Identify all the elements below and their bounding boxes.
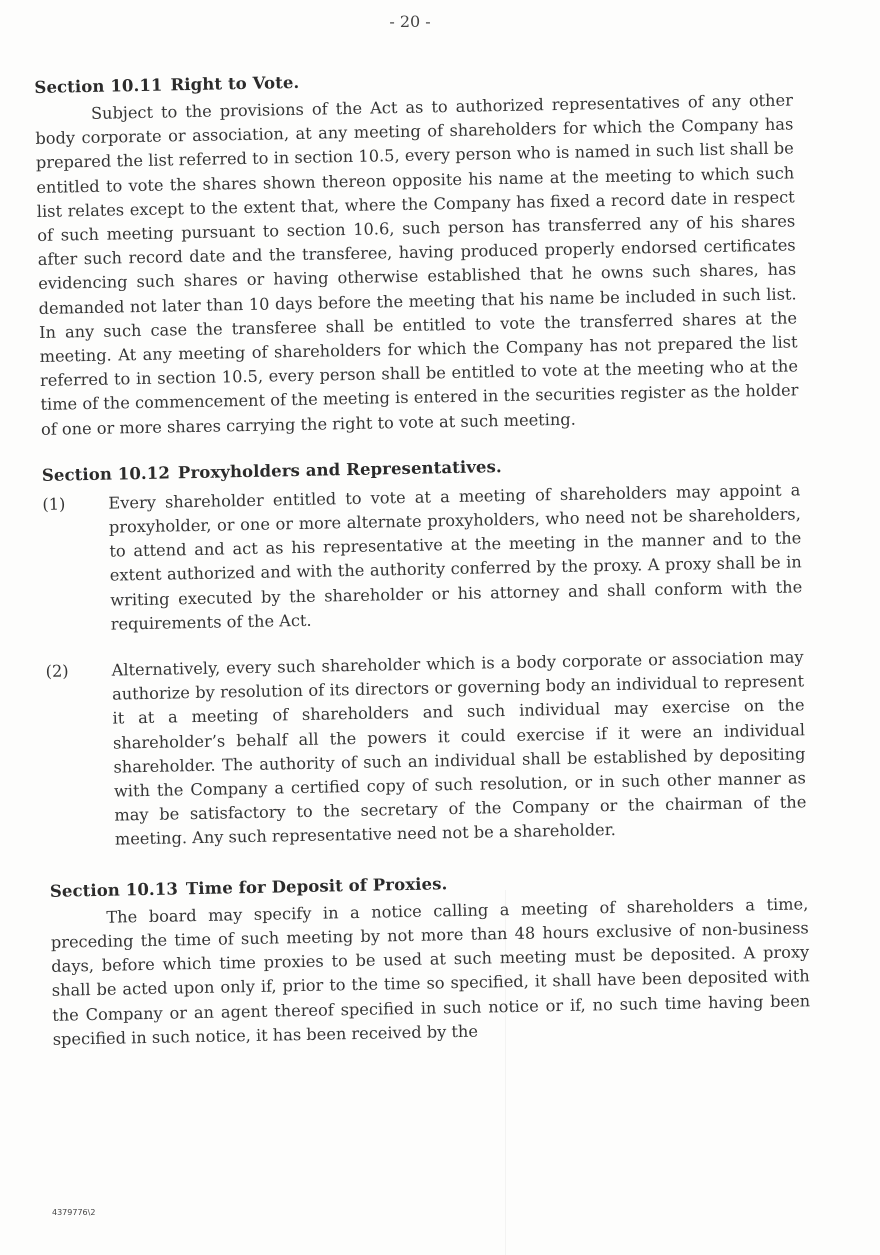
- section-number: Section 10.13: [49, 879, 179, 901]
- section-title: Proxyholders and Representatives.: [177, 456, 502, 483]
- section-paragraph: Subject to the provisions of the Act as to authorized representatives of any other body corporate or association, at any meeting of shareholders for which the Company has prepared the list referred to in section 10.5, every person who is named in such list shall be entitled to vote the shares shown thereon opposite his name at the meeting to which such list relates except to the extent that, where the Company has fixed a record date in respect of such meeting pursuant to section 10.6, such person has transferred any of his shares after such record date and the transferee, having produced properly endorsed certificates evidencing such shares or having otherwise established that he owns such shares, has demanded not later than 10 days before the meeting that his name be included in such list. In any such case the transferee shall be entitled to vote the transferred shares at the meeting. At any meeting of shareholders for which the Company has not prepared the list referred to in section 10.5, every person shall be entitled to vote at the meeting who at the time of the commencement of the meeting is entered in the securities register as the holder of one or more shares carrying the right to vote at such meeting.: [35, 90, 799, 439]
- clause-label: (2): [45, 661, 69, 681]
- page-number: - 20 -: [389, 12, 431, 31]
- clause-text: Alternatively, every such shareholder which is a body corporate or association may authorize by resolution of its directors or governing body an individual to represent it at a meeting of shareholders and such individual may exercise on the shareholder’s behalf all the powers it could exercise if it were an individual shareholder. The authority of such an individual shall be established by depositing with the Company a certified copy of such resolution, or in such other manner as may be satisfactory to the secretary of the Company or the chairman of the meeting. Any such representative need not be a shareholder.: [111, 647, 807, 850]
- section-title: Right to Vote.: [170, 72, 300, 95]
- clause-1: [42, 478, 803, 638]
- section-number: Section 10.12: [41, 463, 171, 485]
- section-title: Time for Deposit of Proxies.: [185, 873, 448, 898]
- clause-text: Every shareholder entitled to vote at a meeting of shareholders may appoint a proxyholder, or one or more alternate proxyholders, who need not be shareholders, to attend and act as his representative at the meeting in the manner and to the extent authorized and with the authority conferred by the proxy. A proxy shall be in writing executed by the shareholder or his attorney and shall conform with the requirements of the Act.: [108, 480, 803, 634]
- document-reference: 4379776\2: [52, 1208, 96, 1217]
- clause-2: [45, 645, 807, 853]
- section-10-12: [42, 451, 807, 853]
- section-paragraph: The board may specify in a notice calling a meeting of shareholders a time, preceding the time of such meeting by not more than 48 hours exclusive of non-business days, before which time proxies to be used at such meeting must be deposited. A proxy shall be acted upon only if, prior to the time so specified, it shall have been deposited with the Company or an agent thereof specified in such notice or if, no such time having been specified in such notice, it has been received by the: [50, 893, 811, 1049]
- page-content: [34, 49, 811, 1051]
- clause-label: (1): [42, 494, 66, 514]
- scan-fold-line: [505, 890, 506, 1255]
- section-number: Section 10.11: [34, 75, 163, 97]
- section-10-11: [34, 63, 799, 441]
- section-10-13: [50, 867, 811, 1052]
